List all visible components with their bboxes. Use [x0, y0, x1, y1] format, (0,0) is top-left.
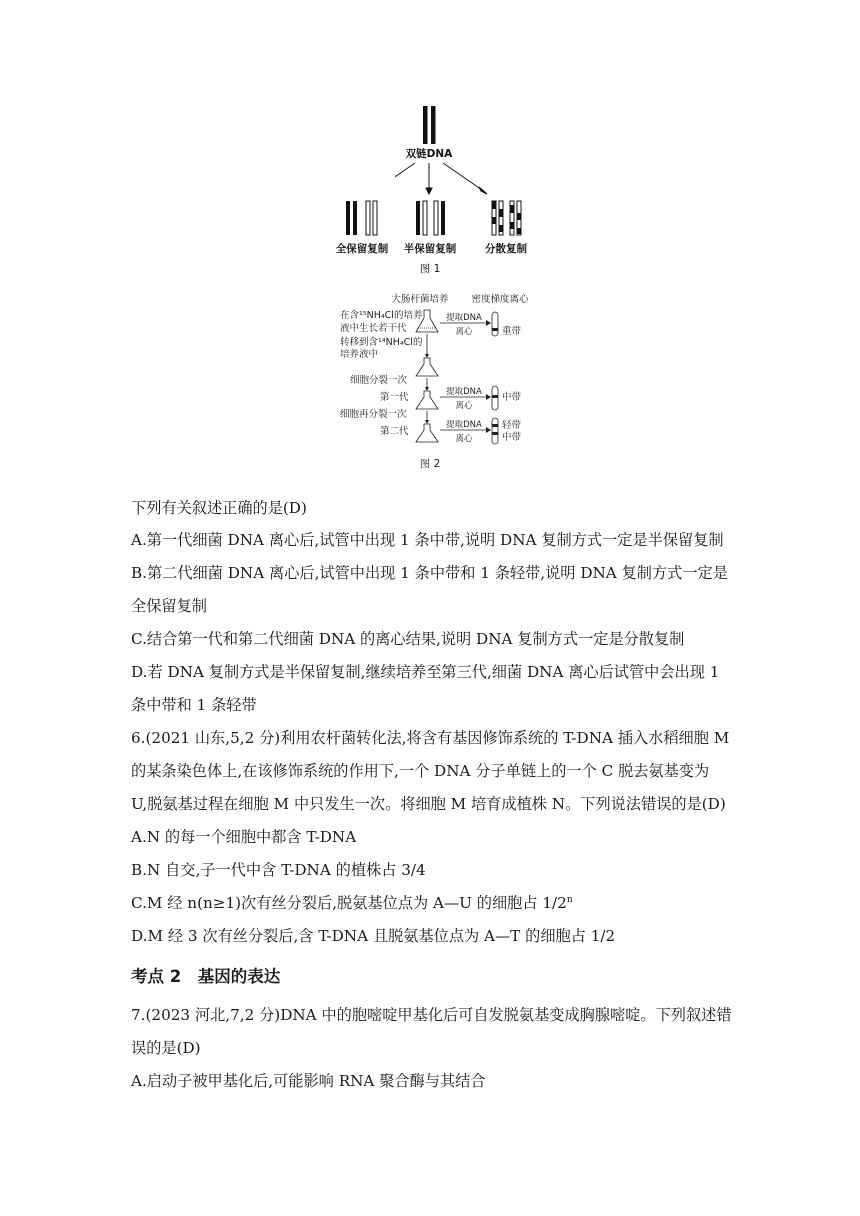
test-tube-icon [492, 312, 498, 336]
q5-option-c: C.结合第一代和第二代细菌 DNA 的离心结果,说明 DNA 复制方式一定是分散复制 [131, 630, 685, 648]
q5-option-b-line2: 全保留复制 [131, 597, 207, 615]
division2-label: 细胞再分裂一次 [340, 409, 407, 420]
arrow3-top: 提取DNA [446, 420, 482, 430]
band-middle-label-1: 中带 [502, 392, 522, 403]
col-header-centrifuge: 密度梯度离心 [471, 294, 529, 305]
arrow1-top: 提取DNA [446, 313, 482, 323]
conservative-dna-icon [346, 201, 377, 235]
semiconservative-dna-icon [416, 201, 445, 235]
gen2-label: 第二代 [380, 426, 409, 437]
figure-1-arrows [395, 163, 487, 194]
dispersive-dna-icon [492, 201, 521, 235]
q5-stem: 下列有关叙述正确的是(D) [131, 499, 307, 517]
flask-icon [416, 391, 438, 409]
division1-label: 细胞分裂一次 [350, 375, 408, 386]
figure-2-meselson-stahl [340, 290, 540, 475]
transfer-line2: 培养液中 [340, 349, 379, 360]
q6-stem-line2: 的某条染色体上,在该修饰系统的作用下,一个 DNA 分子单链上的一个 C 脱去氨基变为 [131, 762, 710, 780]
q6-option-d: D.M 经 3 次有丝分裂后,含 T-DNA 且脱氨基位点为 A—T 的细胞占 1/2 [131, 927, 616, 945]
q6-stem-line1: 6.(2021 山东,5,2 分)利用农杆菌转化法,将含有基因修饰系统的 T-DNA 插入水稻细胞 M [131, 729, 730, 747]
band-heavy-label: 重带 [502, 326, 522, 337]
test-tube-icon [492, 418, 498, 444]
arrow2-top: 提取DNA [446, 387, 482, 397]
q6-option-a: A.N 的每一个细胞中都含 T-DNA [131, 828, 357, 846]
mode-label-dispersive: 分散复制 [485, 243, 527, 255]
q7-stem-line1: 7.(2023 河北,7,2 分)DNA 中的胞嘧啶甲基化后可自发脱氨基变成胸腺嘧啶。下列叙述错 [131, 1006, 732, 1024]
q6-option-c [131, 893, 573, 913]
step1-line2: 液中生长若干代 [340, 323, 407, 334]
q6-option-c-exponent: n [566, 894, 573, 905]
mode-label-conservative: 全保留复制 [335, 243, 389, 255]
test-tube-icon [492, 386, 498, 410]
gen1-label: 第一代 [380, 392, 409, 403]
figure-1-caption: 图 1 [419, 263, 441, 275]
q7-stem-line2: 误的是(D) [131, 1039, 201, 1057]
step1-line1: 在含¹⁵NH₄Cl的培养 [340, 310, 423, 321]
arrow1-bottom: 离心 [455, 327, 473, 337]
q6-stem-line3: U,脱氨基过程在细胞 M 中只发生一次。将细胞 M 培育成植株 N。下列说法错误的是(D) [131, 795, 726, 813]
figure-2-caption: 图 2 [419, 458, 441, 470]
section-heading: 考点 2 基因的表达 [131, 967, 281, 986]
q6-option-b: B.N 自交,子一代中含 T-DNA 的植株占 3/4 [131, 861, 426, 879]
mode-label-semiconservative: 半保留复制 [403, 243, 457, 255]
parent-dna-strands [423, 106, 436, 144]
figure-1-daughter-dna [330, 195, 540, 277]
q5-option-a: A.第一代细菌 DNA 离心后,试管中出现 1 条中带,说明 DNA 复制方式一定是半保留复制 [131, 531, 724, 549]
flask-icon [416, 358, 438, 376]
band-light-label: 轻带 [502, 420, 522, 431]
transfer-line1: 转移到含¹⁴NH₄Cl的 [340, 337, 423, 348]
arrow2-bottom: 离心 [455, 401, 473, 411]
arrow3-bottom: 离心 [455, 434, 473, 444]
q5-option-d-line2: 条中带和 1 条轻带 [131, 696, 257, 714]
q5-option-b-line1: B.第二代细菌 DNA 离心后,试管中出现 1 条中带和 1 条轻带,说明 DNA 复制方式一定是 [131, 564, 728, 582]
col-header-culture: 大肠杆菌培养 [391, 294, 449, 305]
q7-option-a: A.启动子被甲基化后,可能影响 RNA 聚合酶与其结合 [131, 1072, 486, 1090]
flask-icon [416, 424, 438, 442]
figure-1-top-label: 双链DNA [405, 148, 453, 160]
band-middle-label-2: 中带 [502, 432, 522, 443]
q5-option-d-line1: D.若 DNA 复制方式是半保留复制,继续培养至第三代,细菌 DNA 离心后试管中会出现 1 [131, 663, 720, 681]
q6-option-c-text: C.M 经 n(n≥1)次有丝分裂后,脱氨基位点为 A—U 的细胞占 1/2 [131, 894, 567, 912]
